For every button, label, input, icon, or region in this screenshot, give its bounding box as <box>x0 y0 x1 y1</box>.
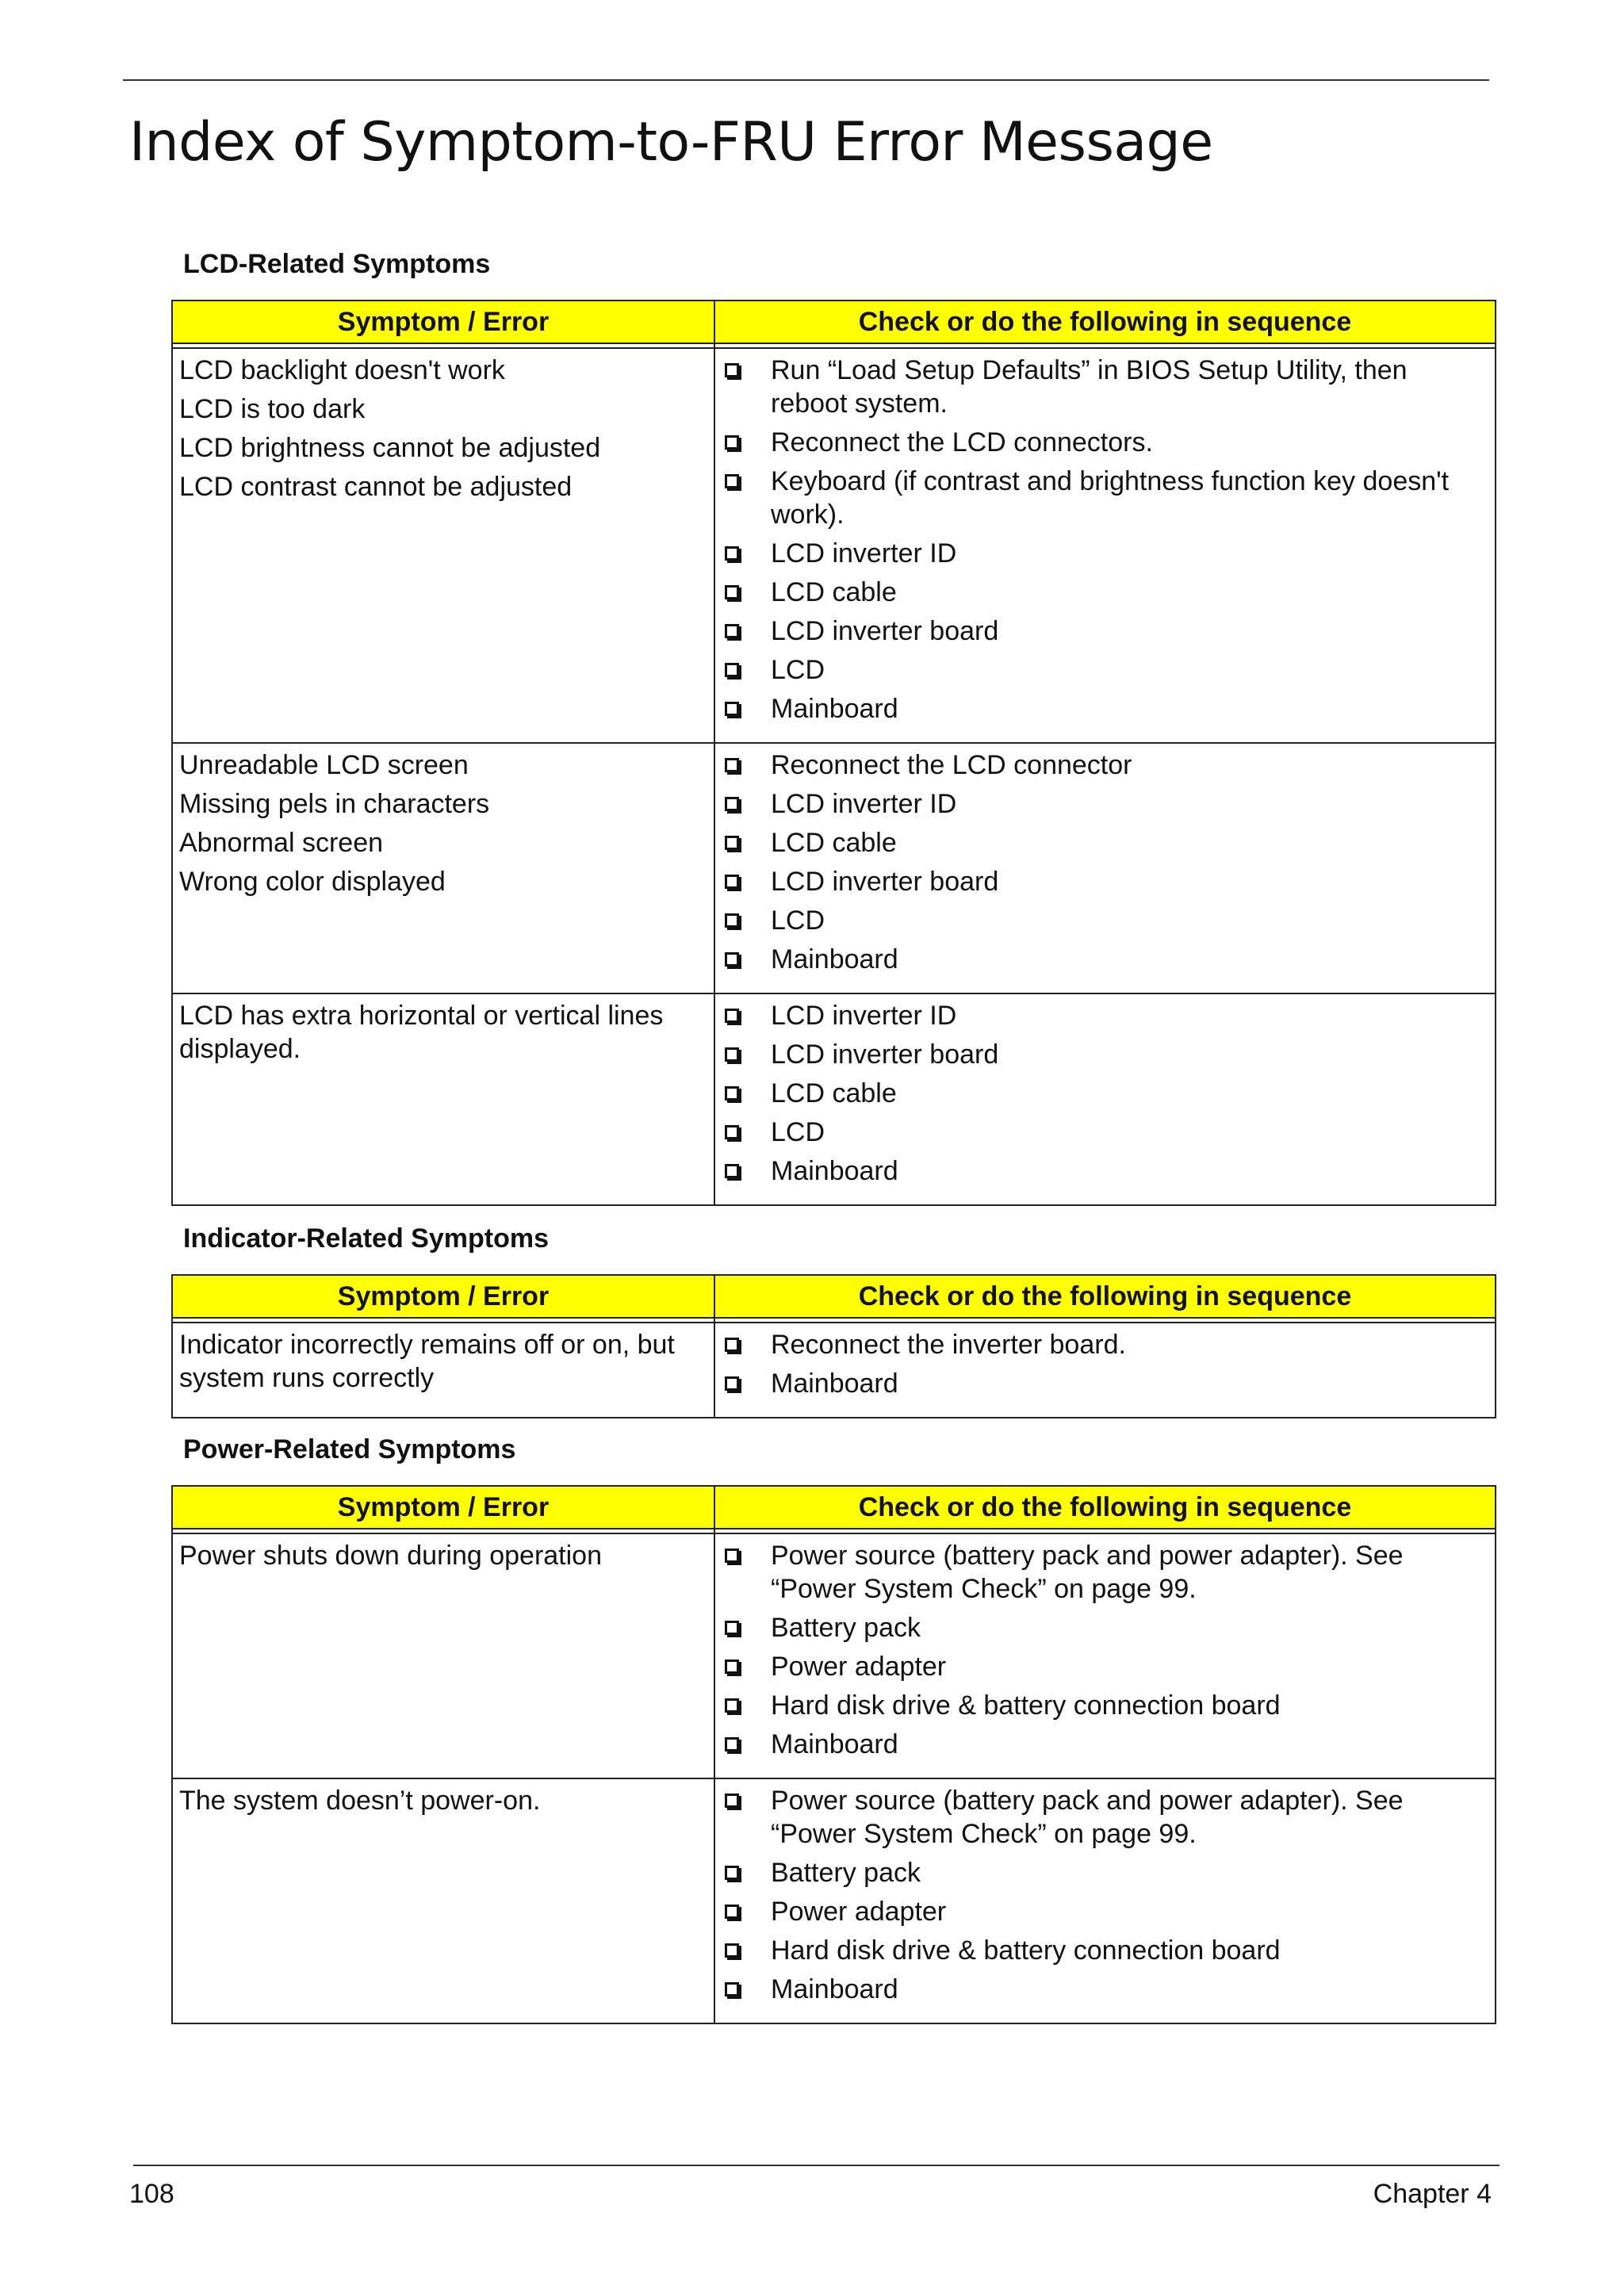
table-row <box>172 743 1496 993</box>
checkbox-icon <box>725 875 739 889</box>
symptom-text: Indicator incorrectly remains off or on, but system runs correctly <box>179 1330 675 1393</box>
check-item: Power adapter <box>722 1650 1488 1683</box>
check-item: LCD <box>722 904 1488 937</box>
table-header-row <box>172 1486 1496 1529</box>
check-item: Reconnect the inverter board. <box>722 1328 1488 1361</box>
symptom-cell <box>172 1533 714 1778</box>
checkbox-icon <box>725 1047 739 1062</box>
chapter-label: Chapter 4 <box>1373 2179 1492 2209</box>
checkbox-icon <box>725 913 739 928</box>
checkbox-icon <box>725 363 739 377</box>
checkbox-icon <box>725 952 739 967</box>
table-header-row <box>172 1275 1496 1318</box>
checkbox-icon <box>725 1338 739 1352</box>
indicator-symptoms-table <box>171 1274 1496 1418</box>
symptom-cell <box>172 993 714 1205</box>
checkbox-icon <box>725 1164 739 1178</box>
check-header: Check or do the following in sequence <box>714 1275 1496 1318</box>
checkbox-icon <box>725 1943 739 1958</box>
symptom-text: The system doesn’t power-on. <box>179 1786 541 1816</box>
checkbox-icon <box>725 1376 739 1391</box>
symptom-text: Unreadable LCD screen <box>179 750 469 780</box>
check-item: LCD <box>722 1116 1488 1149</box>
checkbox-icon <box>725 663 739 677</box>
check-item: Mainboard <box>722 943 1488 976</box>
table-row <box>172 993 1496 1205</box>
table-row <box>172 1323 1496 1418</box>
check-cell <box>714 1778 1496 2023</box>
check-item: LCD cable <box>722 826 1488 859</box>
checkbox-icon <box>725 1794 739 1808</box>
checkbox-icon <box>725 1621 739 1635</box>
symptom-text: Abnormal screen <box>179 828 384 858</box>
section-title-lcd: LCD-Related Symptoms <box>183 249 491 279</box>
symptom-text: LCD contrast cannot be adjusted <box>179 472 573 502</box>
check-item: Hard disk drive & battery connection board <box>722 1689 1488 1722</box>
checkbox-icon <box>725 1660 739 1674</box>
check-item: LCD inverter board <box>722 1038 1488 1071</box>
check-item: Reconnect the LCD connector <box>722 748 1488 782</box>
checkbox-icon <box>725 836 739 850</box>
check-header: Check or do the following in sequence <box>714 1486 1496 1529</box>
symptom-text: LCD backlight doesn't work <box>179 355 505 385</box>
symptom-text: Power shuts down during operation <box>179 1541 602 1571</box>
table-row <box>172 1533 1496 1778</box>
check-item: Battery pack <box>722 1856 1488 1889</box>
checkbox-icon <box>725 435 739 450</box>
symptom-cell <box>172 743 714 993</box>
check-cell <box>714 1533 1496 1778</box>
lcd-symptoms-table <box>171 300 1496 1206</box>
check-cell <box>714 743 1496 993</box>
check-item: Power source (battery pack and power adapter). See “Power System Check” on page 99. <box>722 1539 1488 1606</box>
checkbox-icon <box>725 758 739 772</box>
symptom-cell <box>172 1323 714 1418</box>
checkbox-icon <box>725 1086 739 1101</box>
check-item: LCD inverter board <box>722 614 1488 648</box>
symptom-header: Symptom / Error <box>172 1486 714 1529</box>
check-item: Mainboard <box>722 1367 1488 1400</box>
check-item: LCD inverter ID <box>722 999 1488 1032</box>
bottom-rule <box>133 2165 1500 2166</box>
check-item: LCD inverter ID <box>722 787 1488 821</box>
check-item: LCD cable <box>722 576 1488 609</box>
symptom-header: Symptom / Error <box>172 301 714 343</box>
checkbox-icon <box>725 1982 739 1996</box>
page-number: 108 <box>129 2179 174 2209</box>
check-item: Reconnect the LCD connectors. <box>722 426 1488 459</box>
page-title: Index of Symptom-to-FRU Error Message <box>129 111 1213 174</box>
table-row <box>172 348 1496 743</box>
symptom-text: LCD brightness cannot be adjusted <box>179 433 601 463</box>
check-item: Mainboard <box>722 1973 1488 2006</box>
symptom-text: LCD is too dark <box>179 394 366 424</box>
checkbox-icon <box>725 797 739 811</box>
table-header-row <box>172 301 1496 343</box>
check-item: LCD <box>722 653 1488 687</box>
check-item: Mainboard <box>722 692 1488 725</box>
symptom-text: LCD has extra horizontal or vertical lines displayed. <box>179 1001 664 1064</box>
section-title-power: Power-Related Symptoms <box>183 1434 516 1464</box>
checkbox-icon <box>725 1698 739 1713</box>
check-item: Run “Load Setup Defaults” in BIOS Setup Utility, then reboot system. <box>722 354 1488 420</box>
checkbox-icon <box>725 624 739 638</box>
power-symptoms-table <box>171 1485 1496 2024</box>
check-item: Mainboard <box>722 1154 1488 1188</box>
symptom-cell <box>172 1778 714 2023</box>
check-cell <box>714 348 1496 743</box>
check-item: Hard disk drive & battery connection board <box>722 1934 1488 1967</box>
checkbox-icon <box>725 585 739 599</box>
check-item: Mainboard <box>722 1728 1488 1761</box>
section-title-indicator: Indicator-Related Symptoms <box>183 1223 549 1254</box>
check-cell <box>714 993 1496 1205</box>
checkbox-icon <box>725 1737 739 1751</box>
symptom-text: Wrong color displayed <box>179 867 446 897</box>
checkbox-icon <box>725 474 739 488</box>
table-row <box>172 1778 1496 2023</box>
check-item: Power source (battery pack and power adapter). See “Power System Check” on page 99. <box>722 1784 1488 1851</box>
checkbox-icon <box>725 1905 739 1919</box>
check-item: LCD inverter board <box>722 865 1488 898</box>
check-item: Keyboard (if contrast and brightness function key doesn't work). <box>722 465 1488 531</box>
checkbox-icon <box>725 1009 739 1023</box>
checkbox-icon <box>725 1125 739 1139</box>
symptom-text: Missing pels in characters <box>179 789 490 819</box>
check-header: Check or do the following in sequence <box>714 301 1496 343</box>
check-item: LCD inverter ID <box>722 537 1488 570</box>
check-item: Power adapter <box>722 1895 1488 1928</box>
checkbox-icon <box>725 546 739 561</box>
symptom-cell <box>172 348 714 743</box>
symptom-header: Symptom / Error <box>172 1275 714 1318</box>
checkbox-icon <box>725 702 739 716</box>
check-cell <box>714 1323 1496 1418</box>
top-rule <box>123 79 1489 81</box>
checkbox-icon <box>725 1866 739 1880</box>
checkbox-icon <box>725 1549 739 1563</box>
check-item: Battery pack <box>722 1611 1488 1644</box>
check-item: LCD cable <box>722 1077 1488 1110</box>
